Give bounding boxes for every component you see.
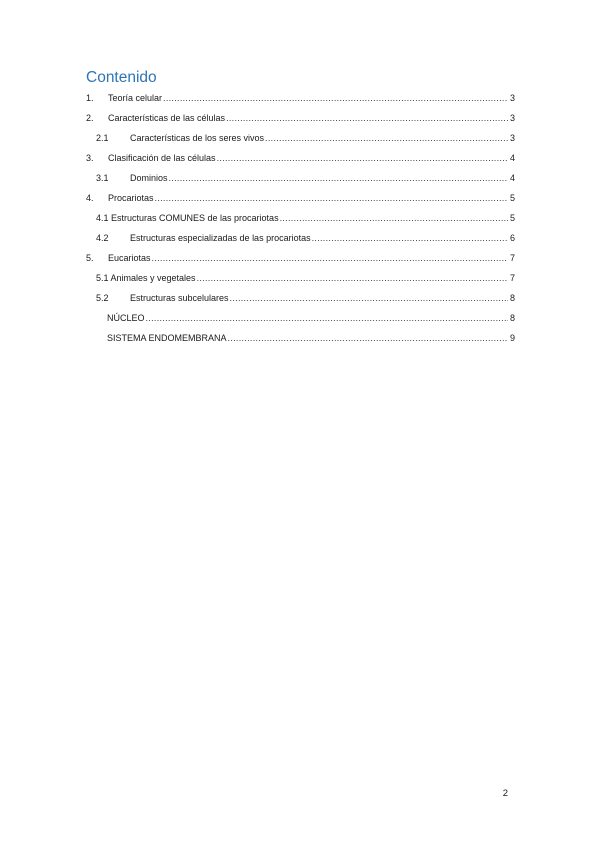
toc-entry-label: Clasificación de las células — [108, 153, 216, 163]
toc-entry-label: NÚCLEO — [107, 313, 145, 323]
toc-leader-dots — [163, 93, 508, 104]
toc-entry-page: 4 — [509, 153, 515, 163]
toc-leader-dots — [280, 213, 508, 224]
toc-leader-dots — [226, 113, 508, 124]
toc-leader-dots — [312, 233, 508, 244]
toc-entry-3[interactable] — [86, 150, 515, 164]
toc-leader-dots — [265, 133, 508, 144]
toc-entry-4[interactable] — [86, 190, 515, 204]
toc-entry-label: Estructuras especializadas de las procariotas — [130, 233, 311, 243]
toc-entry-page: 5 — [509, 213, 515, 223]
toc-entry-5-1[interactable] — [96, 270, 515, 284]
toc-entry-page: 7 — [509, 253, 515, 263]
toc-leader-dots — [228, 333, 508, 344]
toc-entry-4-2[interactable] — [96, 230, 515, 244]
toc-entry-number: 3. — [86, 153, 94, 163]
toc-leader-dots — [197, 273, 508, 284]
toc-entry-1[interactable] — [86, 90, 515, 104]
toc-title: Contenido — [86, 69, 157, 86]
toc-entry-number: 2.1 — [96, 133, 109, 143]
toc-entry-5-2[interactable] — [96, 290, 515, 304]
toc-entry-page: 8 — [509, 293, 515, 303]
toc-entry-label: Estructuras subcelulares — [130, 293, 229, 303]
toc-entry-label: Dominios — [130, 173, 168, 183]
toc-entry-number: 1. — [86, 93, 94, 103]
toc-entry-2-1[interactable] — [96, 130, 515, 144]
toc-entry-3-1[interactable] — [96, 170, 515, 184]
toc-entry-page: 3 — [509, 113, 515, 123]
toc-entry-page: 7 — [509, 273, 515, 283]
toc-entry-page: 6 — [509, 233, 515, 243]
toc-entry-number: 4. — [86, 193, 94, 203]
toc-entry-number: 3.1 — [96, 173, 109, 183]
toc-entry-label: 5.1 Animales y vegetales — [96, 273, 196, 283]
toc-leader-dots — [217, 153, 508, 164]
toc-leader-dots — [155, 193, 508, 204]
toc-entry-label: Teoría celular — [108, 93, 163, 103]
toc-entry-page: 9 — [509, 333, 515, 343]
toc-entry-nucleo[interactable] — [107, 310, 515, 324]
toc-entry-5[interactable] — [86, 250, 515, 264]
toc-leader-dots — [146, 313, 508, 324]
toc-entry-4-1[interactable] — [96, 210, 515, 224]
toc-entry-number: 5. — [86, 253, 94, 263]
toc-leader-dots — [169, 173, 508, 184]
toc-leader-dots — [230, 293, 508, 304]
toc-entry-label: Características de las células — [108, 113, 226, 123]
toc-entry-page: 3 — [509, 93, 515, 103]
toc-entry-page: 3 — [509, 133, 515, 143]
toc-entry-number: 4.2 — [96, 233, 109, 243]
toc-entry-number: 2. — [86, 113, 94, 123]
page-number: 2 — [502, 788, 508, 799]
toc-entry-label: Eucariotas — [108, 253, 151, 263]
toc-entry-label: SISTEMA ENDOMEMBRANA — [107, 333, 227, 343]
toc-entry-label: Procariotas — [108, 193, 154, 203]
toc-entry-page: 4 — [509, 173, 515, 183]
toc-entry-label: 4.1 Estructuras COMUNES de las procariotas — [96, 213, 279, 223]
toc-entry-sistema-endomembrana[interactable] — [107, 330, 515, 344]
toc-entry-page: 8 — [509, 313, 515, 323]
toc-entry-number: 5.2 — [96, 293, 109, 303]
toc-leader-dots — [152, 253, 508, 264]
toc-entry-page: 5 — [509, 193, 515, 203]
toc-entry-2[interactable] — [86, 110, 515, 124]
toc-entry-label: Características de los seres vivos — [130, 133, 265, 143]
